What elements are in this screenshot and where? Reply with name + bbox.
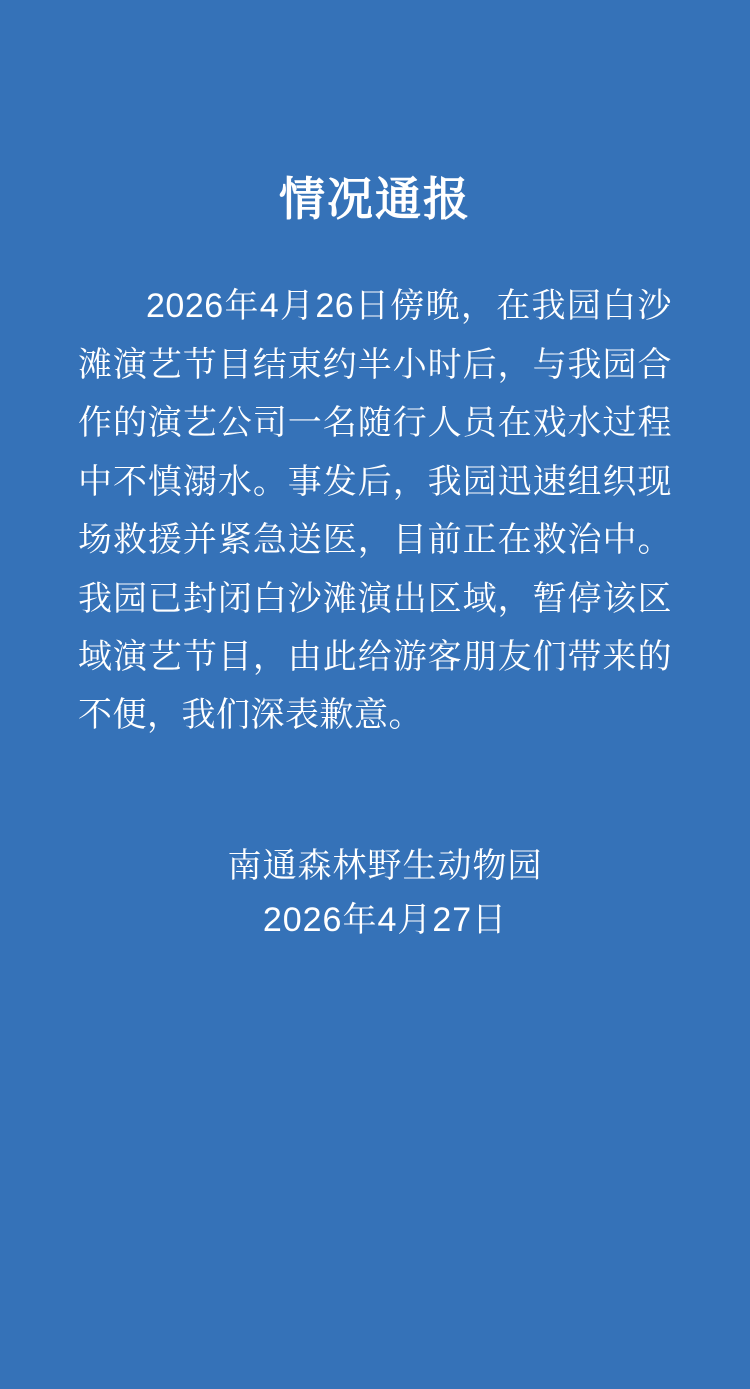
- signature-organization: 南通森林野生动物园: [227, 846, 543, 885]
- notice-body-text: 2026年4月26日傍晚，在我园白沙滩演艺节目结束约半小时后，与我园合作的演艺公司一名随行人员在戏水过程中不慎溺水。事发后，我园迅速组织现场救援并紧急送医，目前正在救治中。我园已封闭白沙滩演出区域，暂停该区域演艺节目，由此给游客朋友们带来的不便，我们深表歉意。: [78, 287, 672, 735]
- signature-block: [0, 745, 750, 948]
- page-title: 情况通报: [279, 173, 471, 225]
- signature-date: 2026年4月27日: [262, 901, 508, 940]
